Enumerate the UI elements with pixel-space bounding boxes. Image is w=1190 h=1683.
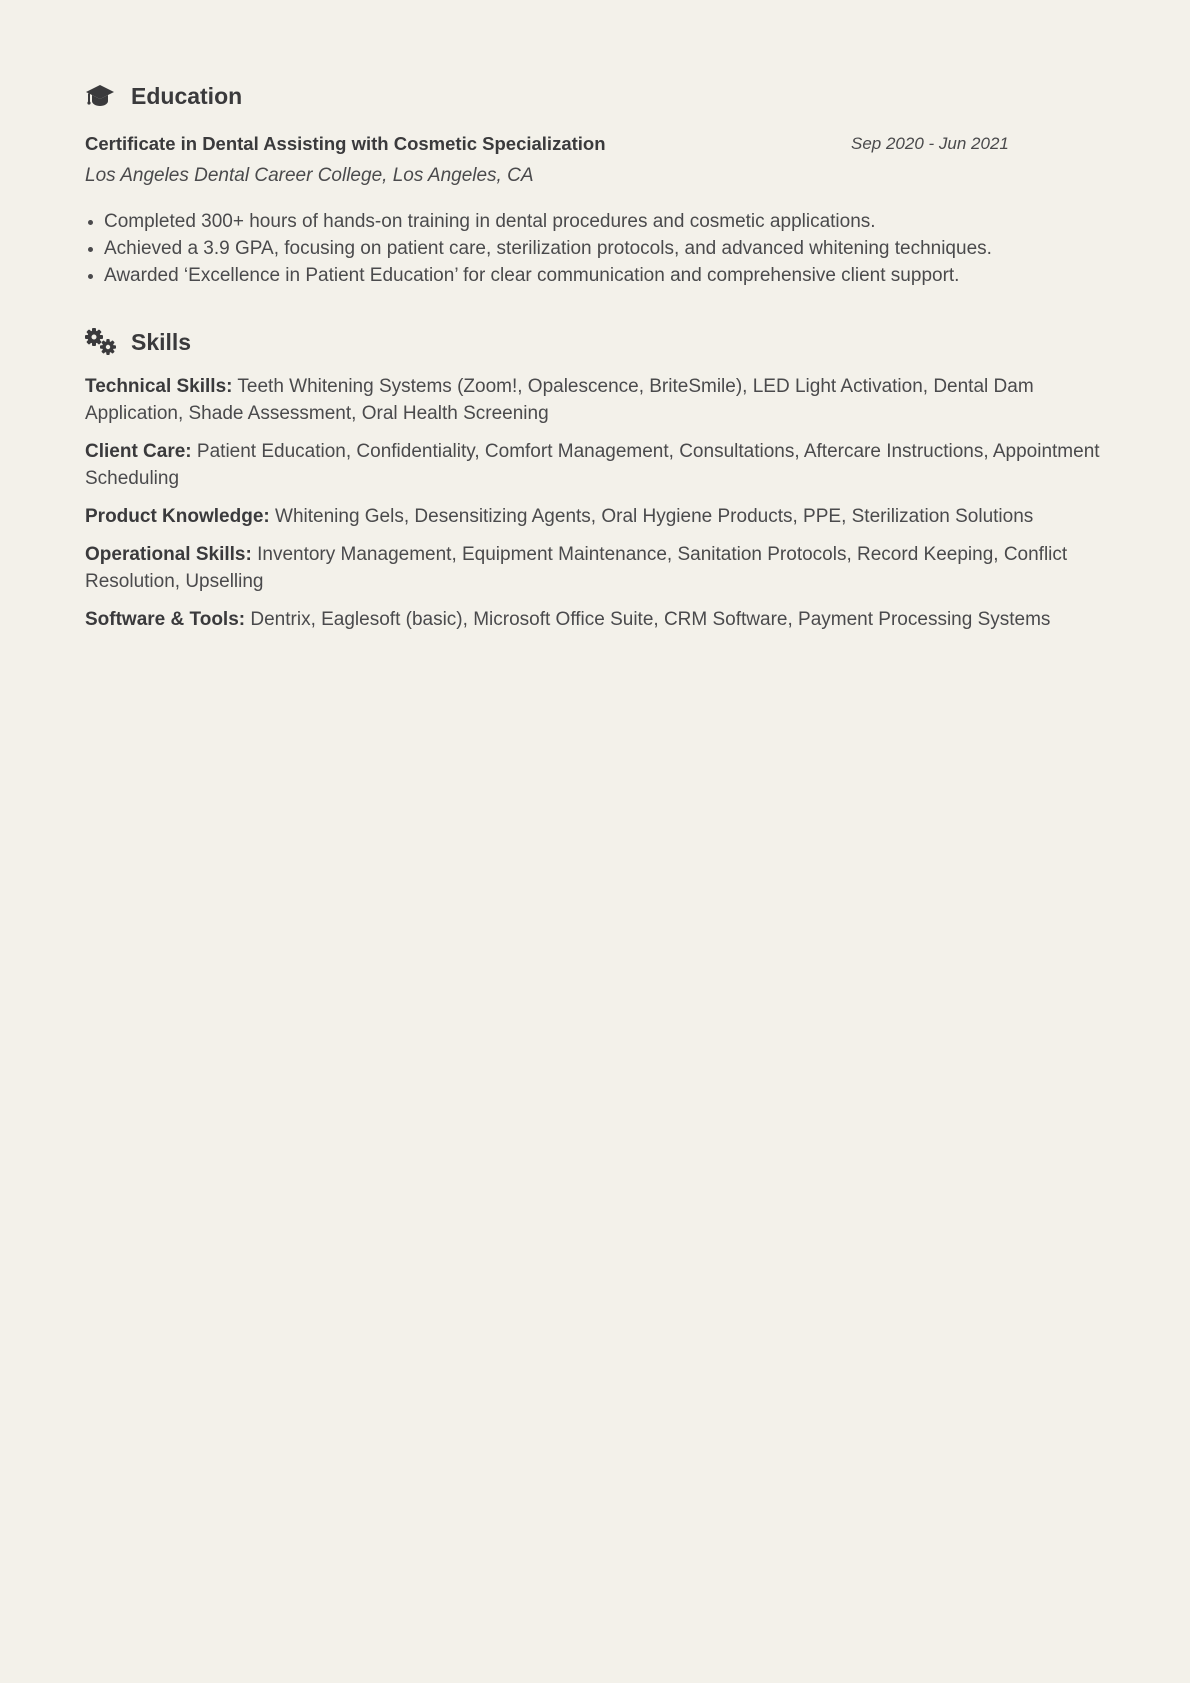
skill-value: Dentrix, Eaglesoft (basic), Microsoft Office Suite, CRM Software, Payment Processing Systems	[250, 609, 1051, 630]
list-item: Achieved a 3.9 GPA, focusing on patient care, sterilization protocols, and advanced whitening techniques.	[85, 235, 1105, 262]
skill-label: Technical Skills:	[85, 376, 233, 397]
skill-label: Operational Skills:	[85, 544, 252, 565]
education-dates: Sep 2020 - Jun 2021	[851, 134, 1009, 153]
skill-value: Teeth Whitening Systems (Zoom!, Opalescence, BriteSmile), LED Light Activation, Dental Dam Application, Shade Assessment, Oral Health Screening	[85, 376, 1034, 424]
list-item: Completed 300+ hours of hands-on training in dental procedures and cosmetic applications.	[85, 208, 1105, 235]
list-item: Awarded ‘Excellence in Patient Education’ for clear communication and comprehensive client support.	[85, 262, 1105, 289]
education-entry-header	[85, 130, 1105, 158]
education-entry	[85, 130, 1105, 289]
skill-row-operational	[85, 541, 1105, 595]
degree-title: Certificate in Dental Assisting with Cosmetic Specialization	[85, 133, 606, 154]
skills-header	[85, 324, 1105, 360]
skill-value: Whitening Gels, Desensitizing Agents, Oral Hygiene Products, PPE, Sterilization Solutions	[275, 506, 1034, 527]
education-title: Education	[131, 82, 243, 109]
skills-section	[85, 324, 1105, 633]
skill-label: Client Care:	[85, 441, 192, 462]
gears-icon	[85, 326, 117, 358]
education-header	[85, 78, 1105, 114]
skills-title: Skills	[131, 328, 192, 355]
skill-value: Inventory Management, Equipment Maintenance, Sanitation Protocols, Record Keeping, Conflict Resolution, Upselling	[85, 544, 1068, 592]
skills-list	[85, 373, 1105, 633]
skill-label: Product Knowledge:	[85, 506, 270, 527]
skill-row-client-care	[85, 438, 1105, 492]
skill-row-technical	[85, 373, 1105, 427]
education-bullets	[85, 208, 1105, 289]
skill-row-product-knowledge	[85, 503, 1105, 530]
school-name: Los Angeles Dental Career College, Los Angeles, CA	[85, 165, 534, 186]
skill-value: Patient Education, Confidentiality, Comfort Management, Consultations, Aftercare Instructions, Appointment Scheduling	[85, 441, 1100, 489]
skill-row-software-tools	[85, 606, 1105, 633]
resume-page	[85, 78, 1105, 644]
education-section	[85, 78, 1105, 289]
skill-label: Software & Tools:	[85, 609, 246, 630]
graduation-cap-icon	[85, 80, 117, 112]
